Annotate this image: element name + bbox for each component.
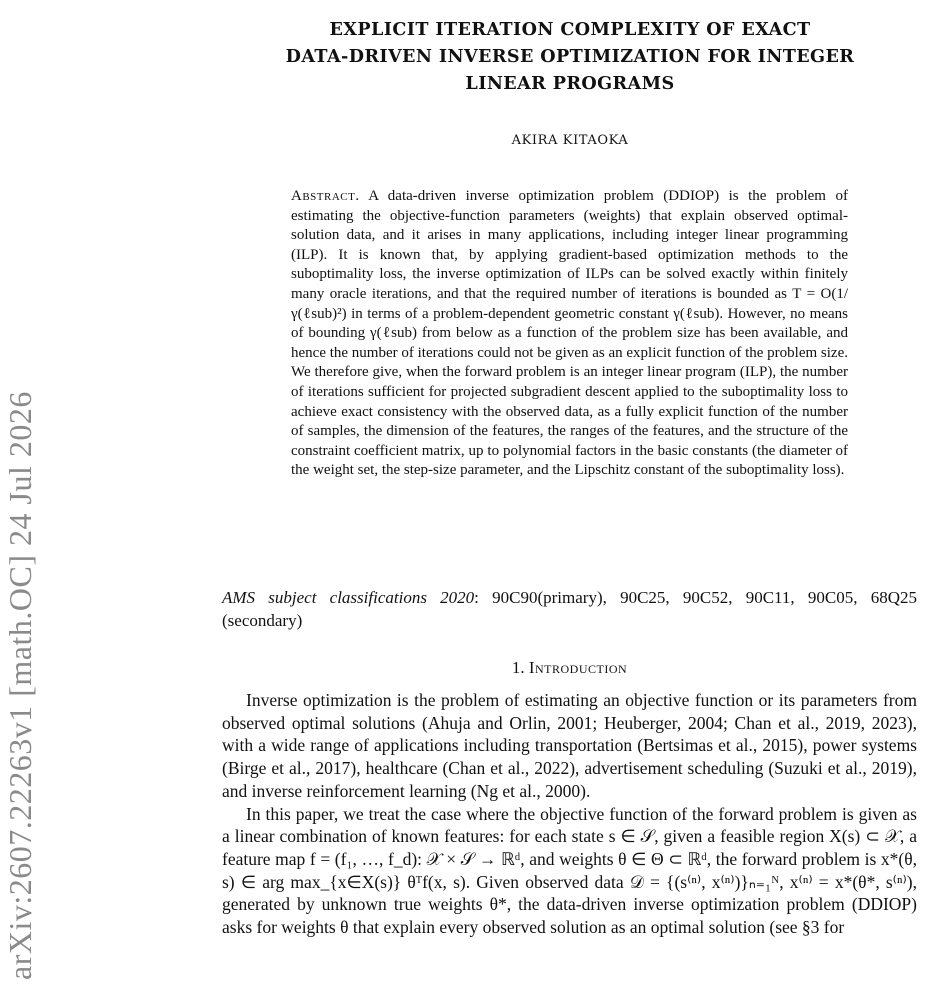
arxiv-side-stamp: arXiv:2607.22263v1 [math.OC] 24 Jul 2026: [2, 391, 38, 980]
paragraph: Inverse optimization is the problem of estimating an objective function or its parameters from observed optimal solutions (Ahuja and Orlin, 2001; Heuberger, 2004; Chan et al., 2019, 2023), with a wide range of applications including transportation (Bertsimas et al., 2015), power systems (Birge et al., 2017), healthcare (Chan et al., 2022), advertisement scheduling (Suzuki et al., 2019), and inverse reinforcement learning (Ng et al., 2000).: [222, 690, 917, 801]
paper-title: [240, 16, 900, 97]
body-text: [222, 689, 917, 939]
author-name: AKIRA KITAOKA: [511, 133, 629, 148]
paragraph: In this paper, we treat the case where the objective function of the forward problem is given as a linear combination of known features: for each state s ∈ 𝒮, given a feasible region X(s) ⊂ 𝒳, a feature map f = (f₁, …, f_d): 𝒳 × 𝒮 → ℝᵈ, and weights θ ∈ Θ ⊂ ℝᵈ, the forward problem is x*(θ, s) ∈ arg max_{x∈X(s)} θᵀf(x, s). Given observed data 𝒟 = {(s⁽ⁿ⁾, x⁽ⁿ⁾)}ₙ₌₁ᴺ, x⁽ⁿ⁾ = x*(θ*, s⁽ⁿ⁾), generated by unknown true weights θ*, the data-driven inverse optimization problem (DDIOP) asks for weights θ that explain every observed solution as an optimal solution (see §3 for: [222, 803, 917, 938]
abstract-label: Abstract.: [291, 188, 360, 204]
section-number: 1.: [511, 658, 525, 677]
title-line: DATA-DRIVEN INVERSE OPTIMIZATION FOR INTEGER: [285, 46, 855, 67]
ams-classification: [222, 586, 917, 632]
ams-label: AMS subject classifications 2020: [222, 588, 475, 607]
ams-codes: : 90C90(primary), 90C25, 90C52, 90C11, 90C05, 68Q25 (secondary): [222, 588, 917, 630]
abstract: [291, 187, 848, 481]
title-line: LINEAR PROGRAMS: [465, 73, 675, 94]
abstract-text: A data-driven inverse optimization problem (DDIOP) is the problem of estimating the objective-function parameters (weights) that explain observed optimal-solution data, and it arises in many applications, including integer linear programming (ILP). It is known that, by applying gradient-based optimization methods to the suboptimality loss, the inverse optimization of ILPs can be solved exactly within finitely many oracle iterations, and that the required number of iterations is bounded as T = O(1/γ(ℓsub)²) in terms of a problem-dependent geometric constant γ(ℓsub). However, no means of bounding γ(ℓsub) from below as a function of the problem size has been available, and hence the number of iterations could not be given as an explicit function of the problem size. We therefore give, when the forward problem is an integer linear program (ILP), the number of iterations sufficient for projected subgradient descent applied to the suboptimality loss to achieve exact consistency with the observed data, as a fully explicit function of the number of samples, the dimension of the features, the ranges of the features, and the structure of the constraint coefficient matrix, up to polynomial factors in the basic constants (the diameter of the weight set, the step-size parameter, and the Lipschitz constant of the suboptimality loss).: [291, 188, 848, 479]
title-line: EXPLICIT ITERATION COMPLEXITY OF EXACT: [329, 19, 811, 40]
section-heading: [222, 658, 917, 678]
section-title: Introduction: [528, 658, 628, 677]
